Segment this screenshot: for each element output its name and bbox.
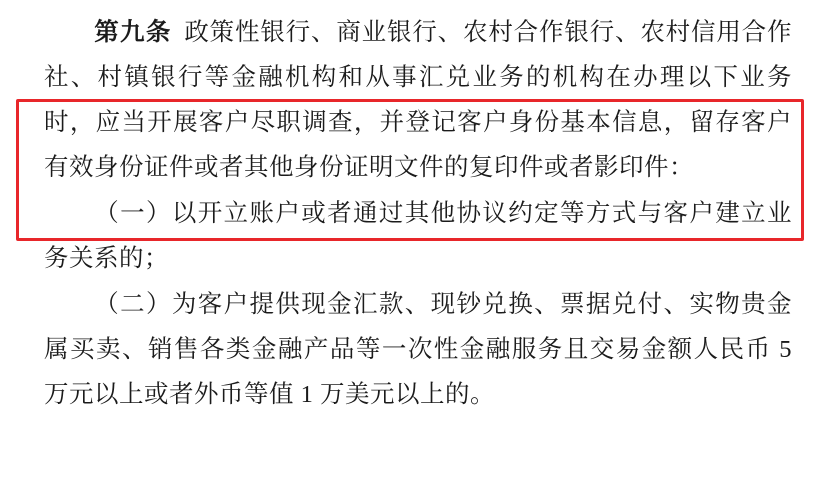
item-2-text: （二）为客户提供现金汇款、现钞兑换、票据兑付、实物贵金属买卖、销售各类金融产品等一次性金融服务且交易金额人民币 5 万元以上或者外币等值 1 万美元以上的。: [44, 291, 792, 408]
paragraph-item-2: [44, 282, 792, 417]
article-9-body-text: 政策性银行、商业银行、农村合作银行、农村信用合作社、村镇银行等金融机构和从事汇兑业务的机构在办理以下业务时，应当开展客户尽职调查，并登记客户身份基本信息，留存客户有效身份证件或者其他身份证明文件的复印件或者影印件：: [44, 19, 793, 181]
article-number-label: 第九条: [94, 19, 172, 46]
item-1-text: （一）以开立账户或者通过其他协议约定等方式与客户建立业务关系的；: [44, 200, 792, 272]
paragraph-item-1: [44, 191, 792, 281]
paragraph-article-9: [44, 10, 792, 190]
document-text-layer: [44, 10, 792, 417]
